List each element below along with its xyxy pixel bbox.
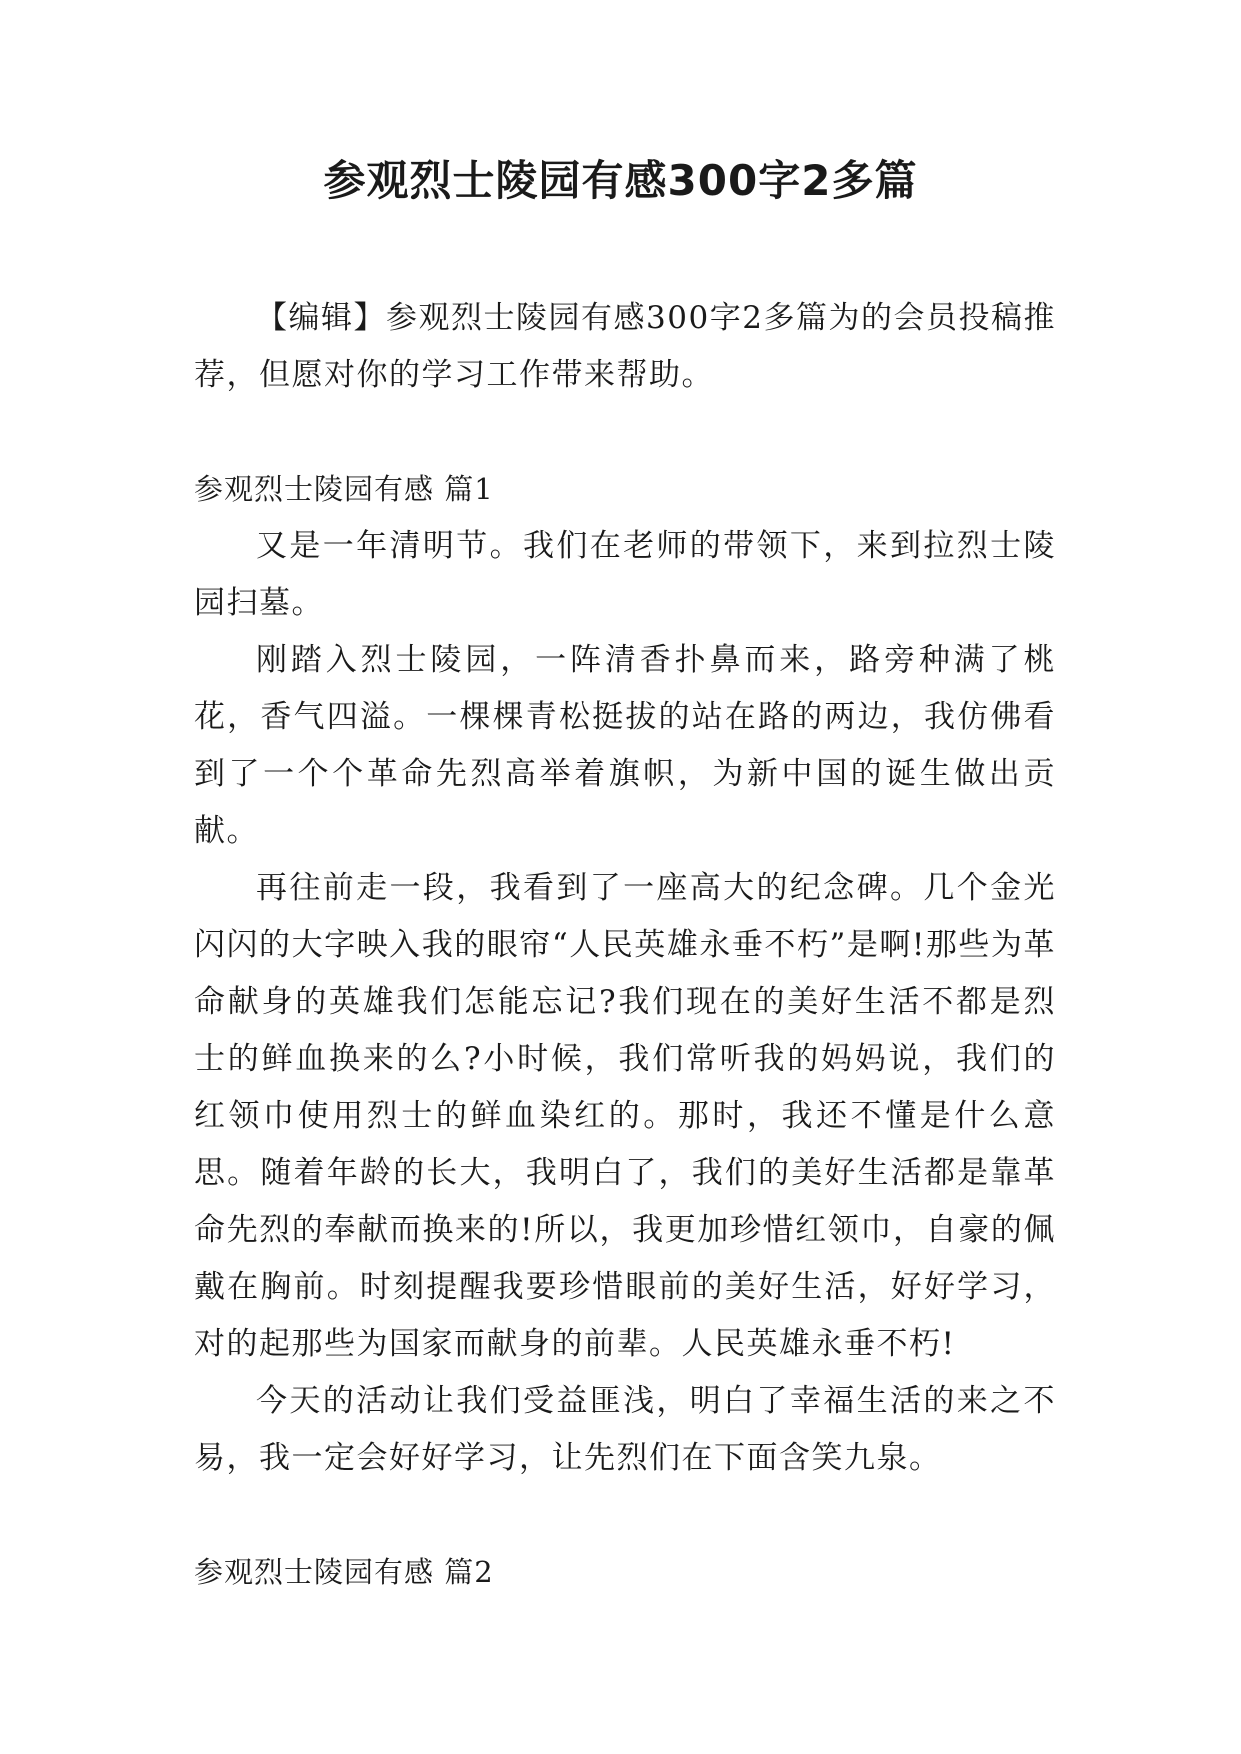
body-paragraph: 再往前走一段，我看到了一座高大的纪念碑。几个金光闪闪的大字映入我的眼帘“人民英雄永垂不朽”是啊!那些为革命献身的英雄我们怎能忘记?我们现在的美好生活不都是烈士的鲜血换来的么?小时候，我们常听我的妈妈说，我们的红领巾使用烈士的鲜血染红的。那时，我还不懂是什么意思。随着年龄的长大，我明白了，我们的美好生活都是靠革命先烈的奉献而换来的!所以，我更加珍惜红领巾，自豪的佩戴在胸前。时刻提醒我要珍惜眼前的美好生活，好好学习，对的起那些为国家而献身的前辈。人民英雄永垂不朽! <box>194 870 1056 1362</box>
section-heading: 参观烈士陵园有感 篇2 <box>194 1555 494 1589</box>
document-body <box>194 290 1056 1601</box>
section-1 <box>194 461 1056 1487</box>
body-paragraph: 又是一年清明节。我们在老师的带领下，来到拉烈士陵园扫墓。 <box>194 528 1056 621</box>
section-heading: 参观烈士陵园有感 篇1 <box>194 472 494 506</box>
body-paragraph: 刚踏入烈士陵园，一阵清香扑鼻而来，路旁种满了桃花，香气四溢。一棵棵青松挺拔的站在路的两边，我仿佛看到了一个个革命先烈高举着旗帜，为新中国的诞生做出贡献。 <box>194 642 1056 849</box>
section-spacer <box>194 1487 1056 1544</box>
document-title: 参观烈士陵园有感300字2多篇 <box>323 156 918 205</box>
intro-paragraph: 【编辑】参观烈士陵园有感300字2多篇为的会员投稿推荐，但愿对你的学习工作带来帮助。 <box>194 300 1056 393</box>
section-2 <box>194 1544 1056 1601</box>
body-paragraph: 今天的活动让我们受益匪浅，明白了幸福生活的来之不易，我一定会好好学习，让先烈们在下面含笑九泉。 <box>194 1383 1056 1476</box>
